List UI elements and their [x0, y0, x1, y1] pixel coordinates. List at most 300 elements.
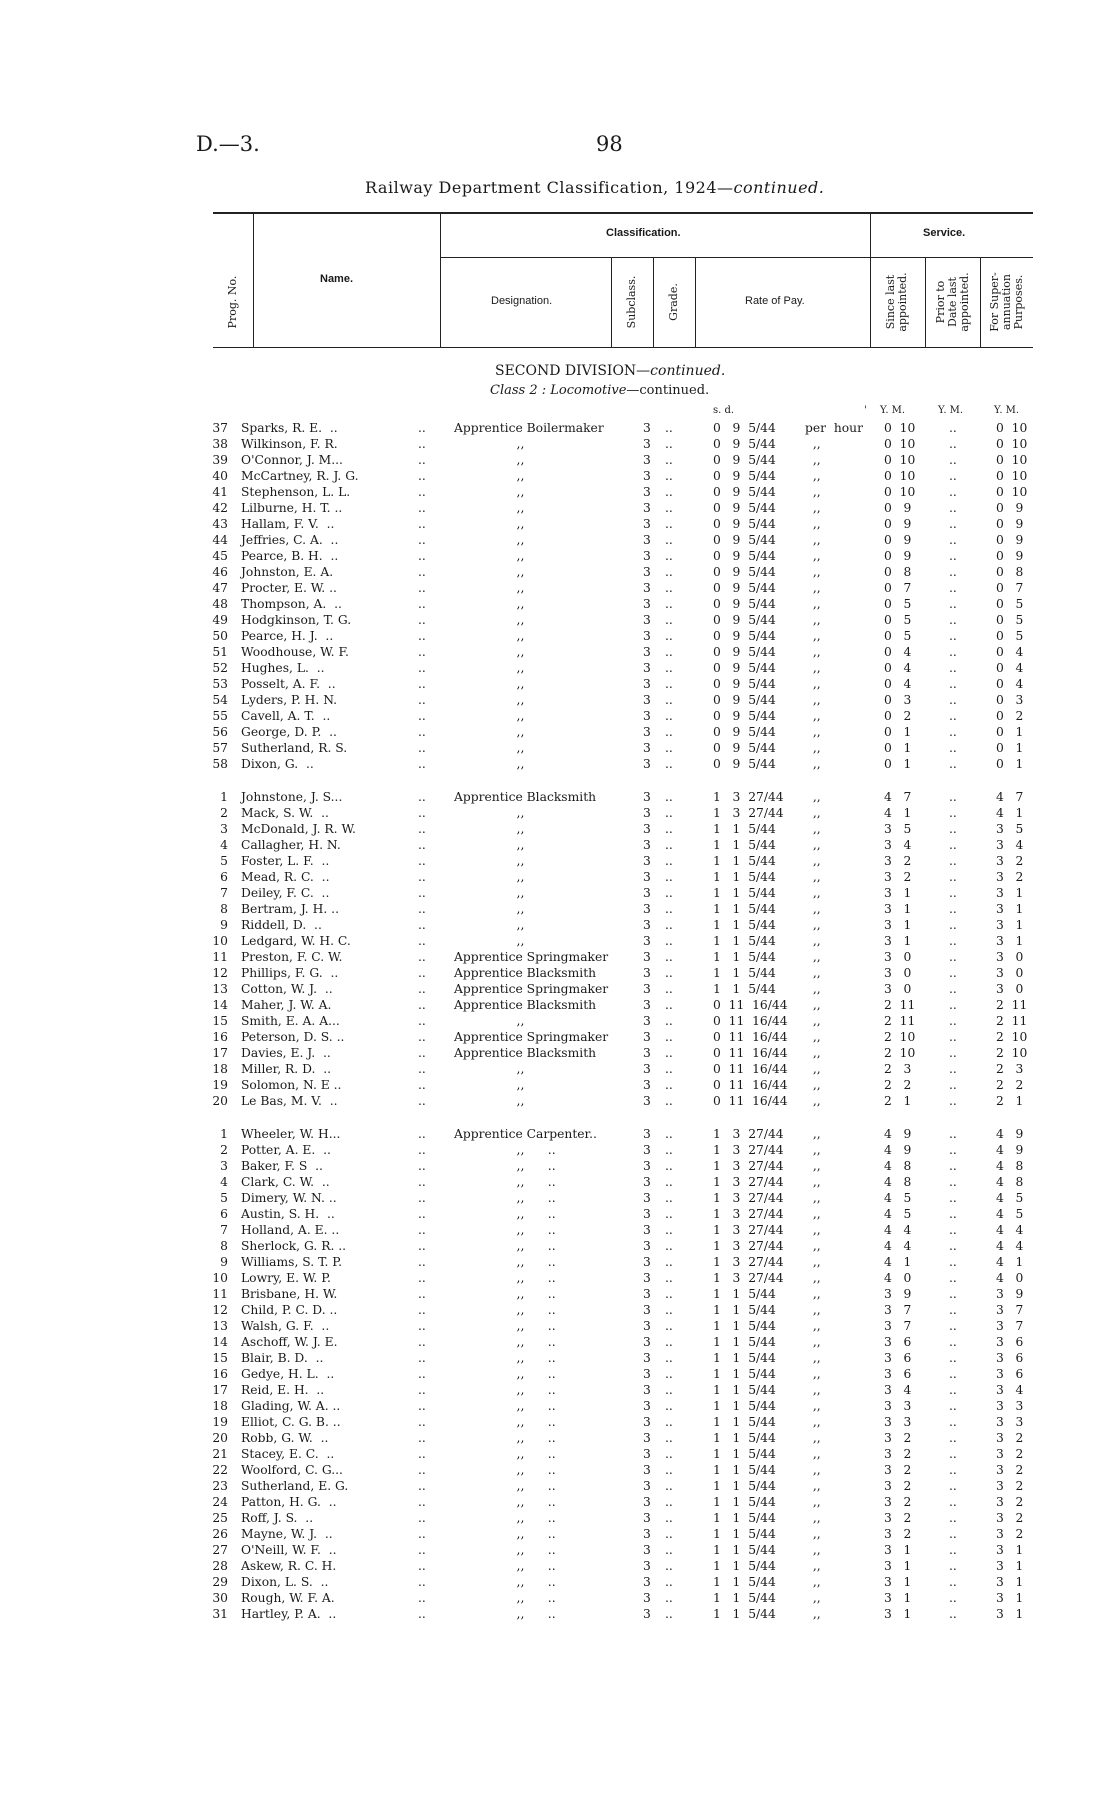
service-prior: .. [949, 757, 957, 771]
employee-name: Wheeler, W. H... [241, 1127, 341, 1141]
group-carpenter [0, 1126, 1114, 1622]
header-name: Name. [320, 273, 354, 285]
units-sd: s. d. [713, 405, 735, 416]
designation: ,, .. [454, 1495, 556, 1509]
employee-name: Elliot, C. G. B. .. [241, 1415, 341, 1429]
service-prior: .. [949, 613, 957, 627]
rate-unit: ,, [805, 998, 821, 1012]
service-superannuation: 0 1 [996, 725, 1024, 739]
prog-no: 51 [212, 645, 228, 659]
rate-of-pay: 1 1 5/44 [713, 1303, 776, 1317]
table-row [0, 660, 1114, 676]
service-since-last: 0 5 [884, 597, 912, 611]
grade-dots: .. [665, 1062, 673, 1076]
leader-dots: .. [418, 1431, 426, 1445]
leader-dots: .. [418, 677, 426, 691]
leader-dots: .. [418, 469, 426, 483]
rate-of-pay: 1 3 27/44 [713, 1271, 784, 1285]
leader-dots: .. [418, 1062, 426, 1076]
rate-unit: ,, [805, 1495, 821, 1509]
designation: Apprentice Blacksmith [454, 1046, 597, 1060]
designation: ,, [454, 709, 525, 723]
rate-unit: ,, [805, 517, 821, 531]
employee-name: Walsh, G. F. .. [241, 1319, 330, 1333]
service-since-last: 3 2 [884, 854, 912, 868]
prog-no: 30 [212, 1591, 228, 1605]
employee-name: Dixon, L. S. .. [241, 1575, 329, 1589]
grade-dots: .. [665, 966, 673, 980]
service-prior: .. [949, 1303, 957, 1317]
prog-no: 3 [220, 1159, 228, 1173]
prog-no: 10 [212, 1271, 228, 1285]
header-since-last: Since last appointed. [884, 272, 909, 332]
employee-name: Posselt, A. F. .. [241, 677, 336, 691]
designation: ,, [454, 806, 525, 820]
employee-name: Roff, J. S. .. [241, 1511, 314, 1525]
rate-unit: ,, [805, 806, 821, 820]
table-row [0, 1093, 1114, 1109]
subclass: 3 [643, 645, 651, 659]
subclass: 3 [643, 661, 651, 675]
employee-name: Lowry, E. W. P. [241, 1271, 331, 1285]
service-since-last: 3 2 [884, 1511, 912, 1525]
rate-of-pay: 1 1 5/44 [713, 1287, 776, 1301]
rate-unit: ,, [805, 1415, 821, 1429]
service-since-last: 3 1 [884, 918, 912, 932]
designation: ,, [454, 485, 525, 499]
prog-no: 19 [212, 1415, 228, 1429]
rate-of-pay: 1 1 5/44 [713, 966, 776, 980]
leader-dots: .. [418, 1591, 426, 1605]
rate-unit: ,, [805, 437, 821, 451]
service-prior: .. [949, 1495, 957, 1509]
rate-unit: ,, [805, 693, 821, 707]
page-code: D.—3. [196, 132, 260, 156]
grade-dots: .. [665, 1078, 673, 1092]
service-prior: .. [949, 581, 957, 595]
employee-name: Brisbane, H. W. [241, 1287, 338, 1301]
service-since-last: 0 10 [884, 421, 916, 435]
designation: ,, .. [454, 1175, 556, 1189]
prog-no: 2 [220, 1143, 228, 1157]
subclass: 3 [643, 725, 651, 739]
designation: ,, [454, 822, 525, 836]
table-row [0, 1158, 1114, 1174]
grade-dots: .. [665, 629, 673, 643]
designation: ,, .. [454, 1527, 556, 1541]
service-prior: .. [949, 1335, 957, 1349]
grade-dots: .. [665, 645, 673, 659]
rate-unit: ,, [805, 1127, 821, 1141]
designation: ,, [454, 918, 525, 932]
subclass: 3 [643, 1511, 651, 1525]
subclass: 3 [643, 741, 651, 755]
service-prior: .. [949, 1463, 957, 1477]
grade-dots: .. [665, 1287, 673, 1301]
service-since-last: 3 7 [884, 1319, 912, 1333]
leader-dots: .. [418, 806, 426, 820]
grade-dots: .. [665, 1223, 673, 1237]
rate-unit: ,, [805, 1543, 821, 1557]
leader-dots: .. [418, 982, 426, 996]
employee-name: Solomon, N. E .. [241, 1078, 342, 1092]
service-prior: .. [949, 1223, 957, 1237]
rate-unit: ,, [805, 822, 821, 836]
service-prior: .. [949, 982, 957, 996]
grade-dots: .. [665, 1399, 673, 1413]
prog-no: 7 [220, 886, 228, 900]
service-since-last: 0 4 [884, 645, 912, 659]
prog-no: 12 [212, 1303, 228, 1317]
service-since-last: 0 8 [884, 565, 912, 579]
service-since-last: 4 9 [884, 1143, 912, 1157]
grade-dots: .. [665, 1014, 673, 1028]
prog-no: 45 [212, 549, 228, 563]
designation: ,, [454, 613, 525, 627]
rate-of-pay: 1 1 5/44 [713, 1575, 776, 1589]
service-superannuation: 3 1 [996, 1591, 1024, 1605]
subclass: 3 [643, 934, 651, 948]
designation: ,, .. [454, 1415, 556, 1429]
leader-dots: .. [418, 1415, 426, 1429]
rate-of-pay: 1 1 5/44 [713, 1527, 776, 1541]
table-row [0, 1478, 1114, 1494]
rate-unit: per hour [805, 421, 863, 435]
grade-dots: .. [665, 918, 673, 932]
designation: ,, [454, 645, 525, 659]
rate-of-pay: 0 9 5/44 [713, 437, 776, 451]
subclass: 3 [643, 998, 651, 1012]
table-row [0, 1286, 1114, 1302]
service-prior: .. [949, 1255, 957, 1269]
subclass: 3 [643, 1303, 651, 1317]
service-superannuation: 0 9 [996, 501, 1024, 515]
grade-dots: .. [665, 1607, 673, 1621]
service-prior: .. [949, 902, 957, 916]
designation: ,, [454, 677, 525, 691]
table-row [0, 548, 1114, 564]
service-prior: .. [949, 966, 957, 980]
rate-of-pay: 1 1 5/44 [713, 1383, 776, 1397]
service-superannuation: 3 6 [996, 1351, 1024, 1365]
subclass: 3 [643, 1527, 651, 1541]
leader-dots: .. [418, 1014, 426, 1028]
grade-dots: .. [665, 1191, 673, 1205]
rate-unit: ,, [805, 581, 821, 595]
service-superannuation: 0 4 [996, 645, 1024, 659]
prog-no: 40 [212, 469, 228, 483]
prog-no: 37 [212, 421, 228, 435]
grade-dots: .. [665, 1335, 673, 1349]
rate-unit: ,, [805, 469, 821, 483]
prog-no: 6 [220, 870, 228, 884]
employee-name: Davies, E. J. .. [241, 1046, 331, 1060]
service-superannuation: 0 9 [996, 517, 1024, 531]
service-prior: .. [949, 1207, 957, 1221]
service-since-last: 4 9 [884, 1127, 912, 1141]
group-blacksmith [0, 789, 1114, 1109]
service-since-last: 3 2 [884, 1447, 912, 1461]
service-since-last: 2 3 [884, 1062, 912, 1076]
service-superannuation: 0 5 [996, 613, 1024, 627]
class-heading [490, 383, 709, 398]
employee-name: Pearce, B. H. .. [241, 549, 339, 563]
employee-name: Lyders, P. H. N. [241, 693, 338, 707]
service-superannuation: 0 2 [996, 709, 1024, 723]
rate-of-pay: 1 3 27/44 [713, 1255, 784, 1269]
grade-dots: .. [665, 677, 673, 691]
grade-dots: .. [665, 1463, 673, 1477]
rate-of-pay: 1 1 5/44 [713, 1559, 776, 1573]
table-row [0, 516, 1114, 532]
leader-dots: .. [418, 709, 426, 723]
employee-name: Preston, F. C. W. [241, 950, 343, 964]
grade-dots: .. [665, 822, 673, 836]
rate-of-pay: 1 1 5/44 [713, 1431, 776, 1445]
grade-dots: .. [665, 1511, 673, 1525]
rate-of-pay: 0 9 5/44 [713, 725, 776, 739]
service-superannuation: 3 2 [996, 1479, 1024, 1493]
rate-of-pay: 0 9 5/44 [713, 485, 776, 499]
leader-dots: .. [418, 822, 426, 836]
service-prior: .. [949, 822, 957, 836]
designation: ,, .. [454, 1287, 556, 1301]
service-superannuation: 2 1 [996, 1094, 1024, 1108]
subclass: 3 [643, 822, 651, 836]
leader-dots: .. [418, 1575, 426, 1589]
prog-no: 4 [220, 838, 228, 852]
table-row [0, 1045, 1114, 1061]
rate-unit: ,, [805, 1431, 821, 1445]
subclass: 3 [643, 1271, 651, 1285]
subclass: 3 [643, 790, 651, 804]
units-tick: ' [864, 405, 867, 416]
grade-dots: .. [665, 485, 673, 499]
employee-name: Sutherland, E. G. [241, 1479, 349, 1493]
subclass: 3 [643, 597, 651, 611]
employee-name: Sherlock, G. R. .. [241, 1239, 347, 1253]
grade-dots: .. [665, 1543, 673, 1557]
table-row [0, 1606, 1114, 1622]
subclass: 3 [643, 469, 651, 483]
title-main: Railway Department Classification, 1924— [365, 178, 734, 197]
rate-unit: ,, [805, 597, 821, 611]
service-prior: .. [949, 1175, 957, 1189]
rate-unit: ,, [805, 1207, 821, 1221]
prog-no: 23 [212, 1479, 228, 1493]
rate-unit: ,, [805, 645, 821, 659]
service-superannuation: 0 4 [996, 677, 1024, 691]
rate-of-pay: 0 9 5/44 [713, 469, 776, 483]
service-superannuation: 3 2 [996, 870, 1024, 884]
rate-of-pay: 0 11 16/44 [713, 1078, 788, 1092]
service-superannuation: 3 0 [996, 966, 1024, 980]
employee-name: Gedye, H. L. .. [241, 1367, 335, 1381]
employee-name: Ledgard, W. H. C. [241, 934, 351, 948]
table-row [0, 708, 1114, 724]
rate-unit: ,, [805, 485, 821, 499]
service-prior: .. [949, 1543, 957, 1557]
leader-dots: .. [418, 1175, 426, 1189]
service-superannuation: 3 2 [996, 854, 1024, 868]
service-superannuation: 4 1 [996, 1255, 1024, 1269]
table-row [0, 532, 1114, 548]
service-superannuation: 2 10 [996, 1046, 1028, 1060]
employee-name: Williams, S. T. P. [241, 1255, 342, 1269]
subclass: 3 [643, 453, 651, 467]
leader-dots: .. [418, 1255, 426, 1269]
table-row [0, 452, 1114, 468]
service-prior: .. [949, 918, 957, 932]
leader-dots: .. [418, 1351, 426, 1365]
employee-name: Stacey, E. C. .. [241, 1447, 335, 1461]
service-prior: .. [949, 1143, 957, 1157]
rate-of-pay: 0 9 5/44 [713, 597, 776, 611]
employee-name: Austin, S. H. .. [241, 1207, 335, 1221]
header-prog-no: Prog. No. [226, 275, 239, 329]
service-prior: .. [949, 854, 957, 868]
rate-of-pay: 1 3 27/44 [713, 1159, 784, 1173]
service-prior: .. [949, 709, 957, 723]
prog-no: 5 [220, 854, 228, 868]
designation: ,, .. [454, 1591, 556, 1605]
service-prior: .. [949, 677, 957, 691]
service-since-last: 4 7 [884, 790, 912, 804]
designation: ,, [454, 741, 525, 755]
designation: ,, [454, 1094, 525, 1108]
rate-unit: ,, [805, 902, 821, 916]
employee-name: Baker, F. S .. [241, 1159, 323, 1173]
subclass: 3 [643, 854, 651, 868]
leader-dots: .. [418, 1463, 426, 1477]
employee-name: Stephenson, L. L. [241, 485, 351, 499]
designation: ,, [454, 854, 525, 868]
table-row [0, 1029, 1114, 1045]
leader-dots: .. [418, 517, 426, 531]
prog-no: 38 [212, 437, 228, 451]
service-since-last: 3 1 [884, 1543, 912, 1557]
rate-of-pay: 1 1 5/44 [713, 1335, 776, 1349]
rate-unit: ,, [805, 1527, 821, 1541]
service-superannuation: 2 10 [996, 1030, 1028, 1044]
leader-dots: .. [418, 1495, 426, 1509]
service-superannuation: 0 7 [996, 581, 1024, 595]
designation: ,, .. [454, 1511, 556, 1525]
leader-dots: .. [418, 1399, 426, 1413]
prog-no: 1 [220, 1127, 228, 1141]
employee-name: Riddell, D. .. [241, 918, 322, 932]
service-since-last: 0 9 [884, 533, 912, 547]
rate-unit: ,, [805, 1479, 821, 1493]
grade-dots: .. [665, 1495, 673, 1509]
rate-unit: ,, [805, 1287, 821, 1301]
rate-unit: ,, [805, 1303, 821, 1317]
service-since-last: 3 2 [884, 1431, 912, 1445]
leader-dots: .. [418, 1479, 426, 1493]
table-row [0, 484, 1114, 500]
service-prior: .. [949, 661, 957, 675]
leader-dots: .. [418, 950, 426, 964]
rate-of-pay: 1 1 5/44 [713, 1543, 776, 1557]
group-boilermaker [0, 420, 1114, 772]
table-row [0, 1190, 1114, 1206]
service-superannuation: 0 5 [996, 629, 1024, 643]
prog-no: 5 [220, 1191, 228, 1205]
rate-of-pay: 1 1 5/44 [713, 1607, 776, 1621]
table-header [213, 212, 1033, 349]
header-classification: Classification. [606, 227, 681, 239]
rate-of-pay: 1 1 5/44 [713, 1511, 776, 1525]
grade-dots: .. [665, 1207, 673, 1221]
header-grade: Grade. [667, 283, 680, 321]
rate-of-pay: 0 11 16/44 [713, 1014, 788, 1028]
designation: Apprentice Carpenter.. [454, 1127, 597, 1141]
subclass: 3 [643, 950, 651, 964]
service-superannuation: 0 1 [996, 757, 1024, 771]
leader-dots: .. [418, 870, 426, 884]
employee-name: Patton, H. G. .. [241, 1495, 337, 1509]
grade-dots: .. [665, 1415, 673, 1429]
employee-name: Lilburne, H. T. .. [241, 501, 343, 515]
service-prior: .. [949, 1511, 957, 1525]
grade-dots: .. [665, 421, 673, 435]
grade-dots: .. [665, 613, 673, 627]
employee-name: Mead, R. C. .. [241, 870, 330, 884]
rate-unit: ,, [805, 790, 821, 804]
table-row [0, 949, 1114, 965]
service-since-last: 3 5 [884, 822, 912, 836]
table-row [0, 644, 1114, 660]
leader-dots: .. [418, 629, 426, 643]
prog-no: 48 [212, 597, 228, 611]
prog-no: 56 [212, 725, 228, 739]
service-since-last: 3 6 [884, 1351, 912, 1365]
table-row [0, 1318, 1114, 1334]
table-row [0, 468, 1114, 484]
service-since-last: 3 1 [884, 1591, 912, 1605]
table-row [0, 1013, 1114, 1029]
service-superannuation: 0 10 [996, 469, 1028, 483]
employee-name: Peterson, D. S. .. [241, 1030, 345, 1044]
leader-dots: .. [418, 1271, 426, 1285]
service-since-last: 3 1 [884, 1607, 912, 1621]
rate-unit: ,, [805, 677, 821, 691]
rate-of-pay: 0 9 5/44 [713, 661, 776, 675]
service-prior: .. [949, 1575, 957, 1589]
subclass: 3 [643, 517, 651, 531]
table-row [0, 1061, 1114, 1077]
rate-of-pay: 1 1 5/44 [713, 870, 776, 884]
subclass: 3 [643, 1383, 651, 1397]
service-superannuation: 3 4 [996, 1383, 1024, 1397]
table-row [0, 564, 1114, 580]
rate-of-pay: 1 1 5/44 [713, 822, 776, 836]
table-row [0, 1302, 1114, 1318]
designation: ,, .. [454, 1255, 556, 1269]
leader-dots: .. [418, 1383, 426, 1397]
designation: Apprentice Springmaker [454, 1030, 609, 1044]
rate-unit: ,, [805, 950, 821, 964]
service-prior: .. [949, 1479, 957, 1493]
rate-of-pay: 1 1 5/44 [713, 934, 776, 948]
employee-name: O'Neill, W. F. .. [241, 1543, 337, 1557]
prog-no: 25 [212, 1511, 228, 1525]
rate-of-pay: 0 11 16/44 [713, 1030, 788, 1044]
table-row [0, 1574, 1114, 1590]
service-since-last: 3 0 [884, 950, 912, 964]
prog-no: 16 [212, 1030, 228, 1044]
employee-name: Pearce, H. J. .. [241, 629, 334, 643]
